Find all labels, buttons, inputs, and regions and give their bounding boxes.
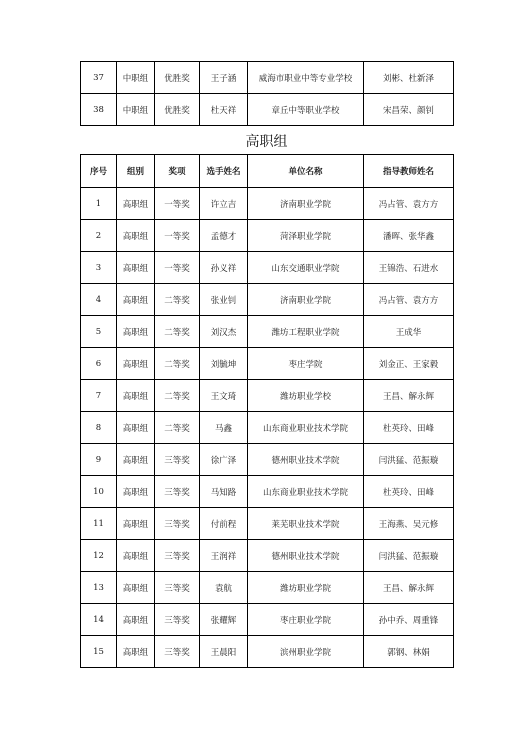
cell-group: 高职组 bbox=[117, 284, 155, 316]
cell-instructors: 王锦浩、石进水 bbox=[364, 252, 454, 284]
cell-contestant: 许立吉 bbox=[200, 188, 248, 220]
cell-institution: 德州职业技术学院 bbox=[248, 444, 364, 476]
higher-vocational-awards-table bbox=[80, 154, 454, 668]
cell-group: 中职组 bbox=[117, 62, 155, 94]
cell-serial: 10 bbox=[81, 476, 117, 508]
cell-award: 三等奖 bbox=[155, 636, 200, 668]
cell-institution: 济南职业学院 bbox=[248, 284, 364, 316]
cell-instructors: 冯占管、袁方方 bbox=[364, 284, 454, 316]
cell-serial: 6 bbox=[81, 348, 117, 380]
cell-contestant: 张耀辉 bbox=[200, 604, 248, 636]
cell-contestant: 刘毓坤 bbox=[200, 348, 248, 380]
cell-award: 一等奖 bbox=[155, 220, 200, 252]
header-instructors: 指导教师姓名 bbox=[364, 155, 454, 188]
cell-institution: 威海市职业中等专业学校 bbox=[248, 62, 364, 94]
table-row bbox=[81, 604, 454, 636]
cell-serial: 14 bbox=[81, 604, 117, 636]
cell-award: 优胜奖 bbox=[155, 62, 200, 94]
cell-institution: 枣庄学院 bbox=[248, 348, 364, 380]
cell-group: 高职组 bbox=[117, 348, 155, 380]
higher-vocational-awards-body bbox=[81, 188, 454, 668]
cell-award: 优胜奖 bbox=[155, 94, 200, 126]
cell-instructors: 闫洪猛、范振璇 bbox=[364, 540, 454, 572]
table-row bbox=[81, 220, 454, 252]
cell-group: 高职组 bbox=[117, 220, 155, 252]
cell-serial: 1 bbox=[81, 188, 117, 220]
cell-award: 三等奖 bbox=[155, 604, 200, 636]
cell-serial: 4 bbox=[81, 284, 117, 316]
cell-contestant: 马鑫 bbox=[200, 412, 248, 444]
cell-award: 三等奖 bbox=[155, 476, 200, 508]
table-row bbox=[81, 444, 454, 476]
table-row bbox=[81, 508, 454, 540]
cell-serial: 11 bbox=[81, 508, 117, 540]
cell-institution: 滨州职业学院 bbox=[248, 636, 364, 668]
cell-institution: 潍坊工程职业学院 bbox=[248, 316, 364, 348]
cell-institution: 菏泽职业学院 bbox=[248, 220, 364, 252]
cell-group: 高职组 bbox=[117, 380, 155, 412]
cell-group: 高职组 bbox=[117, 476, 155, 508]
table-row bbox=[81, 476, 454, 508]
cell-serial: 37 bbox=[81, 62, 117, 94]
cell-serial: 38 bbox=[81, 94, 117, 126]
header-serial: 序号 bbox=[81, 155, 117, 188]
cell-group: 高职组 bbox=[117, 188, 155, 220]
cell-instructors: 王海燕、吴元修 bbox=[364, 508, 454, 540]
cell-group: 高职组 bbox=[117, 252, 155, 284]
cell-institution: 山东商业职业技术学院 bbox=[248, 412, 364, 444]
cell-contestant: 袁航 bbox=[200, 572, 248, 604]
cell-serial: 8 bbox=[81, 412, 117, 444]
table-row bbox=[81, 540, 454, 572]
section-title: 高职组 bbox=[245, 134, 288, 150]
cell-award: 三等奖 bbox=[155, 444, 200, 476]
cell-instructors: 王昌、解永辉 bbox=[364, 380, 454, 412]
cell-instructors: 王昌、解永辉 bbox=[364, 572, 454, 604]
table-row bbox=[81, 380, 454, 412]
cell-group: 高职组 bbox=[117, 508, 155, 540]
cell-award: 一等奖 bbox=[155, 188, 200, 220]
cell-instructors: 潘晖、张华鑫 bbox=[364, 220, 454, 252]
cell-serial: 15 bbox=[81, 636, 117, 668]
cell-institution: 章丘中等职业学校 bbox=[248, 94, 364, 126]
table-row bbox=[81, 94, 454, 126]
previous-awards-table bbox=[80, 61, 454, 126]
table-header-row bbox=[81, 155, 454, 188]
cell-institution: 山东商业职业技术学院 bbox=[248, 476, 364, 508]
previous-awards-body bbox=[81, 62, 454, 126]
cell-contestant: 王晨阳 bbox=[200, 636, 248, 668]
cell-instructors: 杜英玲、田峰 bbox=[364, 476, 454, 508]
cell-contestant: 付前程 bbox=[200, 508, 248, 540]
cell-instructors: 宋昌荣、颜钊 bbox=[364, 94, 454, 126]
cell-contestant: 杜天祥 bbox=[200, 94, 248, 126]
cell-institution: 潍坊职业学院 bbox=[248, 572, 364, 604]
header-group: 组别 bbox=[117, 155, 155, 188]
cell-institution: 莱芜职业技术学院 bbox=[248, 508, 364, 540]
cell-award: 一等奖 bbox=[155, 252, 200, 284]
cell-group: 高职组 bbox=[117, 572, 155, 604]
table-row bbox=[81, 188, 454, 220]
cell-instructors: 刘金正、王家毅 bbox=[364, 348, 454, 380]
cell-group: 高职组 bbox=[117, 636, 155, 668]
cell-contestant: 徐广泽 bbox=[200, 444, 248, 476]
cell-contestant: 孟德才 bbox=[200, 220, 248, 252]
table-row bbox=[81, 316, 454, 348]
cell-award: 三等奖 bbox=[155, 540, 200, 572]
cell-award: 二等奖 bbox=[155, 316, 200, 348]
cell-instructors: 刘彬、杜新泽 bbox=[364, 62, 454, 94]
cell-serial: 3 bbox=[81, 252, 117, 284]
cell-contestant: 王文琦 bbox=[200, 380, 248, 412]
cell-group: 高职组 bbox=[117, 444, 155, 476]
cell-award: 二等奖 bbox=[155, 284, 200, 316]
cell-serial: 2 bbox=[81, 220, 117, 252]
cell-contestant: 孙义祥 bbox=[200, 252, 248, 284]
cell-serial: 7 bbox=[81, 380, 117, 412]
table-row bbox=[81, 636, 454, 668]
table-row bbox=[81, 348, 454, 380]
table-row bbox=[81, 252, 454, 284]
cell-instructors: 杜英玲、田峰 bbox=[364, 412, 454, 444]
cell-group: 中职组 bbox=[117, 94, 155, 126]
cell-group: 高职组 bbox=[117, 316, 155, 348]
cell-award: 三等奖 bbox=[155, 508, 200, 540]
table-row bbox=[81, 412, 454, 444]
table-row bbox=[81, 572, 454, 604]
cell-instructors: 冯占管、袁方方 bbox=[364, 188, 454, 220]
cell-award: 二等奖 bbox=[155, 380, 200, 412]
cell-institution: 潍坊职业学校 bbox=[248, 380, 364, 412]
cell-serial: 12 bbox=[81, 540, 117, 572]
table-row bbox=[81, 284, 454, 316]
cell-instructors: 孙中乔、周重锋 bbox=[364, 604, 454, 636]
table-row bbox=[81, 62, 454, 94]
cell-serial: 13 bbox=[81, 572, 117, 604]
cell-award: 二等奖 bbox=[155, 348, 200, 380]
cell-institution: 枣庄职业学院 bbox=[248, 604, 364, 636]
cell-instructors: 王成华 bbox=[364, 316, 454, 348]
cell-contestant: 王润祥 bbox=[200, 540, 248, 572]
cell-award: 三等奖 bbox=[155, 572, 200, 604]
cell-instructors: 郭钢、林娟 bbox=[364, 636, 454, 668]
cell-institution: 济南职业学院 bbox=[248, 188, 364, 220]
cell-contestant: 王子涵 bbox=[200, 62, 248, 94]
header-contestant: 选手姓名 bbox=[200, 155, 248, 188]
cell-group: 高职组 bbox=[117, 604, 155, 636]
cell-serial: 9 bbox=[81, 444, 117, 476]
cell-institution: 德州职业技术学院 bbox=[248, 540, 364, 572]
cell-institution: 山东交通职业学院 bbox=[248, 252, 364, 284]
cell-group: 高职组 bbox=[117, 540, 155, 572]
header-institution: 单位名称 bbox=[248, 155, 364, 188]
header-award: 奖项 bbox=[155, 155, 200, 188]
cell-contestant: 刘汉杰 bbox=[200, 316, 248, 348]
cell-award: 二等奖 bbox=[155, 412, 200, 444]
cell-contestant: 马知路 bbox=[200, 476, 248, 508]
cell-group: 高职组 bbox=[117, 412, 155, 444]
cell-serial: 5 bbox=[81, 316, 117, 348]
cell-instructors: 闫洪猛、范振璇 bbox=[364, 444, 454, 476]
cell-contestant: 张业钊 bbox=[200, 284, 248, 316]
